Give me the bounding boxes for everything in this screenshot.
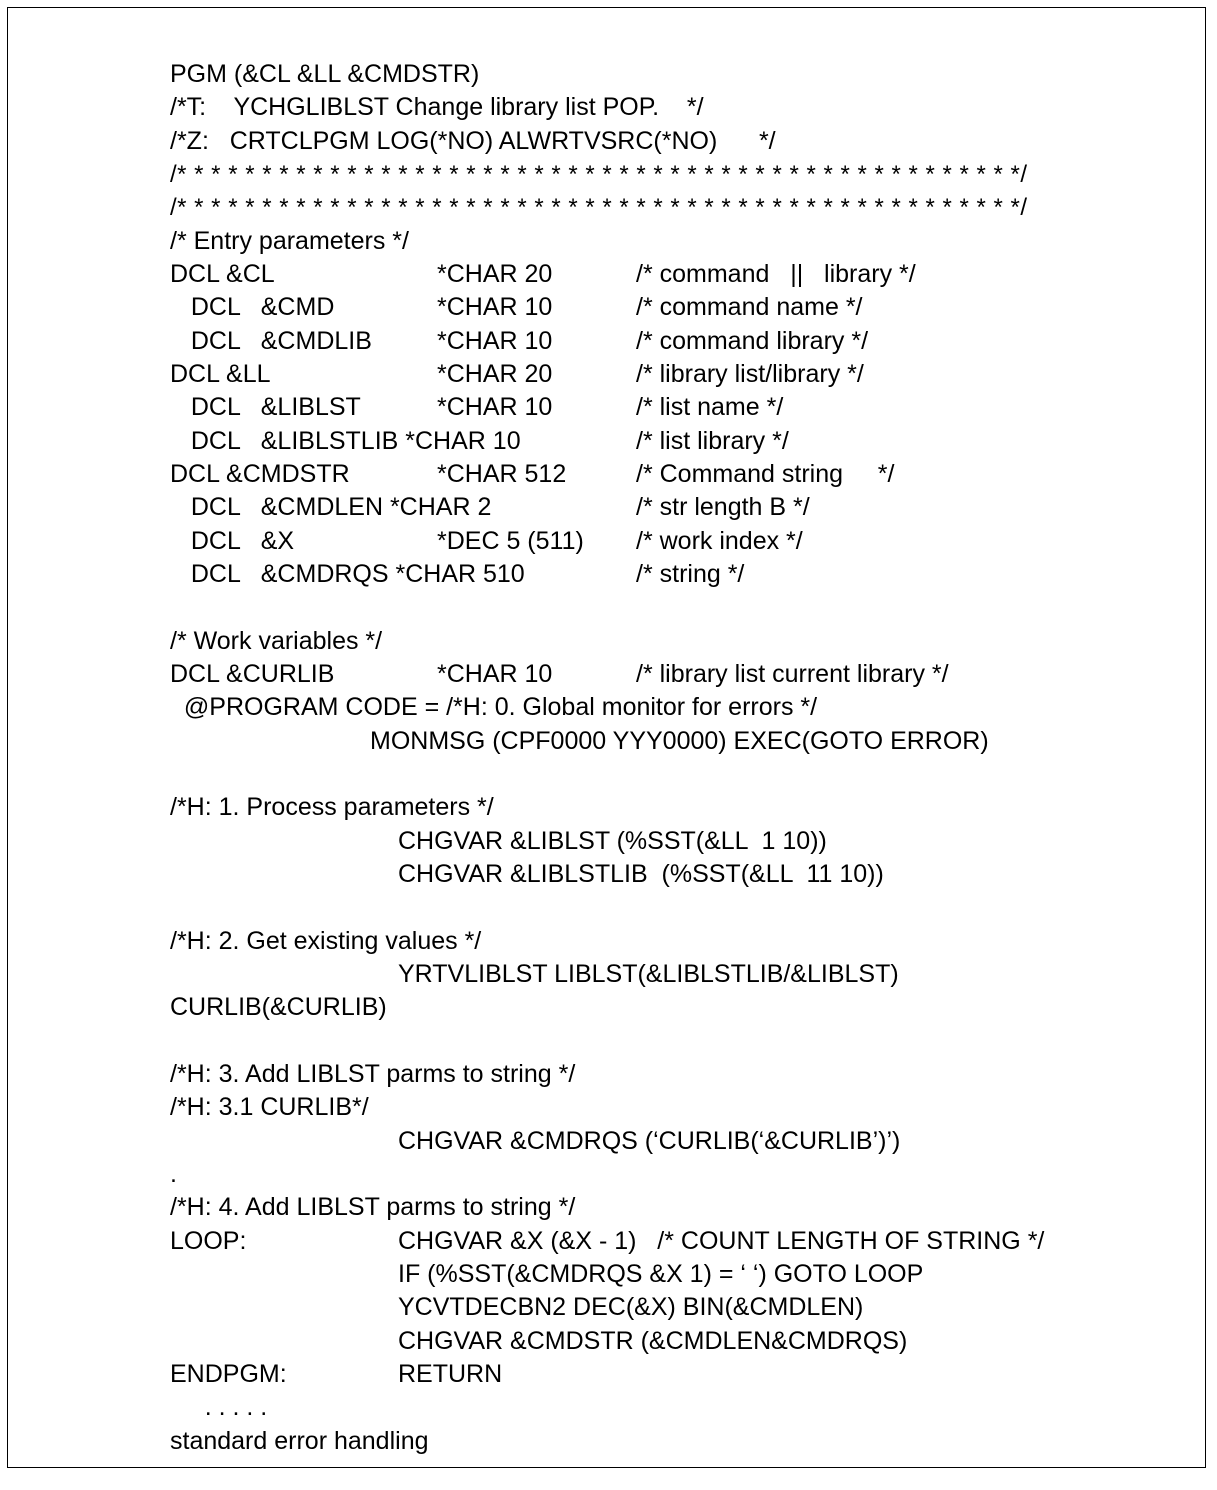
- step2-comment: /*H: 2. Get existing values */: [170, 927, 482, 955]
- decl-comment: /* work index */: [636, 527, 803, 555]
- decl-name: DCL &CMDLEN *CHAR 2: [170, 493, 492, 521]
- code-row: [170, 825, 827, 858]
- decl-name: DCL &LL: [170, 360, 271, 388]
- decl-name: DCL &CL: [170, 260, 275, 288]
- ellipsis-line: . . . . .: [170, 1393, 268, 1421]
- statement: IF (%SST(&CMDRQS &X 1) = ‘ ‘) GOTO LOOP: [398, 1260, 924, 1288]
- declaration-row: [170, 391, 784, 424]
- declaration-row: [170, 291, 863, 324]
- statement: CHGVAR &LIBLSTLIB (%SST(&LL 11 10)): [398, 860, 884, 888]
- code-row: [170, 1325, 908, 1358]
- global-monitor-comment: @PROGRAM CODE = /*H: 0. Global monitor for errors */: [170, 693, 818, 721]
- decl-comment: /* library list current library */: [636, 660, 949, 688]
- decl-name: DCL &CMDLIB: [170, 327, 372, 355]
- loop-label: LOOP:: [170, 1227, 247, 1255]
- decl-type: *CHAR 10: [437, 393, 553, 421]
- step4-comment: /*H: 4. Add LIBLST parms to string */: [170, 1193, 576, 1221]
- entry-parameters-comment: /* Entry parameters */: [170, 227, 409, 255]
- decl-type: *CHAR 10: [437, 660, 553, 688]
- code-row: [170, 958, 899, 991]
- step3-sub-comment: /*H: 3.1 CURLIB*/: [170, 1093, 369, 1121]
- declaration-row: [170, 258, 916, 291]
- statement: RETURN: [398, 1360, 503, 1388]
- statement: YCVTDECBN2 DEC(&X) BIN(&CMDLEN): [398, 1293, 864, 1321]
- statement: MONMSG (CPF0000 YYY0000) EXEC(GOTO ERROR): [370, 727, 989, 755]
- declaration-row: [170, 325, 869, 358]
- declaration-row: [170, 658, 949, 691]
- decl-name: DCL &CMDSTR: [170, 460, 350, 488]
- code-row: [170, 1358, 503, 1391]
- error-handling-note: standard error handling: [170, 1427, 429, 1455]
- statement: CHGVAR &CMDRQS (‘CURLIB(‘&CURLIB’)’): [398, 1127, 901, 1155]
- code-row: [170, 1225, 1045, 1258]
- decl-comment: /* string */: [636, 560, 745, 588]
- code-row: [170, 1291, 864, 1324]
- code-row: [170, 1125, 901, 1158]
- decl-type: *CHAR 512: [437, 460, 567, 488]
- title-comment: /*T: YCHGLIBLST Change library list POP. */: [170, 93, 704, 121]
- step1-comment: /*H: 1. Process parameters */: [170, 793, 494, 821]
- code-row: [170, 1258, 924, 1291]
- decl-comment: /* command name */: [636, 293, 863, 321]
- decl-name: DCL &LIBLST: [170, 393, 361, 421]
- work-variables-comment: /* Work variables */: [170, 627, 383, 655]
- decl-type: *DEC 5 (511): [437, 527, 584, 555]
- pgm-statement: PGM (&CL &LL &CMDSTR): [170, 60, 480, 88]
- compile-comment: /*Z: CRTCLPGM LOG(*NO) ALWRTVSRC(*NO) */: [170, 127, 776, 155]
- dot-line: .: [170, 1160, 177, 1188]
- statement: CHGVAR &CMDSTR (&CMDLEN&CMDRQS): [398, 1327, 908, 1355]
- decl-name: DCL &LIBLSTLIB *CHAR 10: [170, 427, 521, 455]
- separator-line: /* * * * * * * * * * * * * * * * * * * * * * * * * * * * * * * * * * * * * * * * * * * * * * * * * */: [170, 161, 1028, 188]
- separator-line: /* * * * * * * * * * * * * * * * * * * * * * * * * * * * * * * * * * * * * * * * * * * * * * * * * */: [170, 194, 1028, 221]
- decl-name: DCL &CMDRQS *CHAR 510: [170, 560, 525, 588]
- step3-comment: /*H: 3. Add LIBLST parms to string */: [170, 1060, 576, 1088]
- decl-comment: /* command library */: [636, 327, 869, 355]
- endpgm-label: ENDPGM:: [170, 1360, 287, 1388]
- declaration-row: [170, 358, 864, 391]
- statement: CHGVAR &LIBLST (%SST(&LL 1 10)): [398, 827, 827, 855]
- decl-type: *CHAR 10: [437, 327, 553, 355]
- code-row: CURLIB(&CURLIB): [170, 993, 387, 1021]
- monmsg-statement: [170, 725, 989, 758]
- decl-name: DCL &CMD: [170, 293, 335, 321]
- decl-type: *CHAR 20: [437, 360, 553, 388]
- decl-name: DCL &CURLIB: [170, 660, 335, 688]
- statement: CHGVAR &X (&X - 1) /* COUNT LENGTH OF STRING */: [398, 1227, 1045, 1255]
- decl-comment: /* Command string */: [636, 460, 895, 488]
- declaration-row: [170, 491, 810, 524]
- decl-type: *CHAR 10: [437, 293, 553, 321]
- decl-type: *CHAR 20: [437, 260, 553, 288]
- statement: YRTVLIBLST LIBLST(&LIBLSTLIB/&LIBLST): [398, 960, 899, 988]
- declaration-row: [170, 525, 803, 558]
- decl-comment: /* list library */: [636, 427, 789, 455]
- decl-comment: /* list name */: [636, 393, 784, 421]
- code-row: [170, 858, 884, 891]
- decl-comment: /* library list/library */: [636, 360, 864, 388]
- decl-comment: /* command || library */: [636, 260, 916, 288]
- decl-comment: /* str length B */: [636, 493, 810, 521]
- declaration-row: [170, 558, 745, 591]
- decl-name: DCL &X: [170, 527, 295, 555]
- declaration-row: [170, 425, 789, 458]
- declaration-row: [170, 458, 895, 491]
